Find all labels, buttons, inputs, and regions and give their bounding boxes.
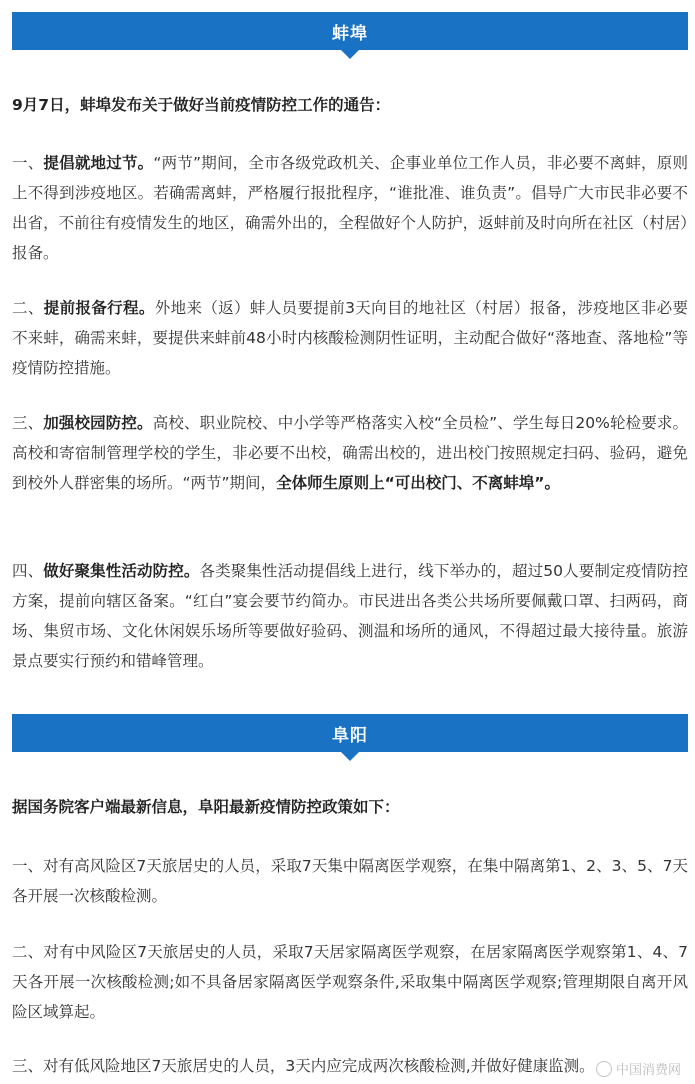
section-banner-bengbu — [12, 12, 688, 50]
paragraph-5 — [12, 851, 688, 911]
item-number: 三、 — [12, 414, 44, 432]
item-text: 三、对有低风险地区7天旅居史的人员，3天内应完成两次核酸检测,并做好健康监测。 — [12, 1057, 595, 1075]
item-text: 外地来（返）蚌人员要提前3天向目的地社区（村居）报备，涉疫地区非必要不来蚌，确需来蚌，要提供来蚌前48小时内核酸检测阴性证明，主动配合做好“落地查、落地检”等疫情防控措施。 — [12, 299, 688, 377]
item-text: 各类聚集性活动提倡线上进行，线下举办的，超过50人要制定疫情防控方案，提前向辖区备案。“红白”宴会要节约简办。市民进出各类公共场所要佩戴口罩、扫两码，商场、集贸市场、文化休闲娱乐场所等要做好验码、测温和场所的通风，不得超过最大接待量。旅游景点要实行预约和错峰管理。 — [12, 562, 688, 670]
watermark-logo-icon — [596, 1061, 612, 1077]
item-heading: 提倡就地过节。 — [43, 154, 154, 172]
section-title: 蚌埠 — [332, 23, 368, 44]
paragraph-3 — [12, 408, 688, 498]
paragraph-2 — [12, 293, 688, 383]
paragraph-7 — [12, 1051, 688, 1081]
banner-notch — [340, 751, 360, 761]
item-text: 高校、职业院校、中小学等严格落实入校“全员检”、学生每日20%轮检要求。高校和寄宿制管理学校的学生，非必要不出校，确需出校的，进出校门按照规定扫码、验码，避免到校外人群密集的场所。“两节”期间， — [12, 414, 688, 492]
item-bold-tail: 全体师生原则上“可出校门、不离蚌埠”。 — [276, 474, 560, 492]
paragraph-1 — [12, 148, 688, 268]
item-text: 二、对有中风险区7天旅居史的人员，采取7天居家隔离医学观察，在居家隔离医学观察第1、4、7天各开展一次核酸检测;如不具备居家隔离医学观察条件,采取集中隔离医学观察;管理期限自离开风险区域算起。 — [12, 943, 688, 1021]
intro-text — [12, 90, 688, 120]
item-heading: 加强校园防控。 — [43, 414, 153, 432]
paragraph-4 — [12, 556, 688, 676]
watermark — [596, 1059, 681, 1078]
item-number: 二、 — [12, 299, 44, 317]
intro-text — [12, 792, 688, 822]
item-heading: 提前报备行程。 — [43, 299, 155, 317]
item-number: 一、 — [12, 154, 44, 172]
item-number: 四、 — [12, 562, 44, 580]
paragraph-6 — [12, 937, 688, 1027]
watermark-text: 中国消费网 — [615, 1063, 681, 1078]
item-text: “两节”期间，全市各级党政机关、企事业单位工作人员，非必要不离蚌，原则上不得到涉疫地区。若确需离蚌，严格履行报批程序，“谁批准、谁负责”。倡导广大市民非必要不出省，不前往有疫情发生的地区，确需外出的，全程做好个人防护，返蚌前及时向所在社区（村居）报备。 — [12, 154, 688, 262]
item-heading: 做好聚集性活动防控。 — [43, 562, 200, 580]
banner-notch — [340, 49, 360, 59]
intro-bold: 据国务院客户端最新信息，阜阳最新疫情防控政策如下： — [12, 798, 400, 816]
intro-bold: 9月7日，蚌埠发布关于做好当前疫情防控工作的通告： — [12, 96, 391, 114]
section-title: 阜阳 — [332, 725, 368, 746]
item-text: 一、对有高风险区7天旅居史的人员，采取7天集中隔离医学观察，在集中隔离第1、2、3、5、7天各开展一次核酸检测。 — [12, 857, 688, 905]
section-banner-fuyang — [12, 714, 688, 752]
